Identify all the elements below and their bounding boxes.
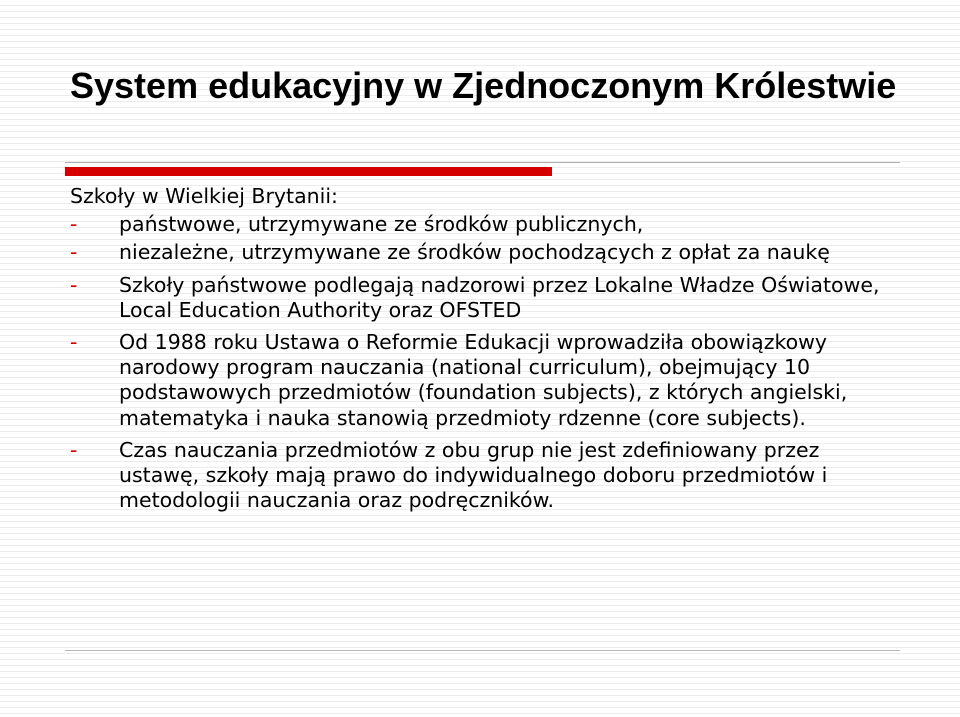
bullet-item (70, 212, 890, 237)
bullet-text: Szkoły państwowe podlegają nadzorowi przez Lokalne Władze Oświatowe, Local Education Authority oraz OFSTED (119, 272, 880, 322)
intro-text: Szkoły w Wielkiej Brytanii: (70, 184, 338, 208)
bullet-text: państwowe, utrzymywane ze środków publicznych, (119, 212, 644, 237)
bullet-marker: - (70, 240, 78, 265)
bullet-marker: - (70, 330, 78, 355)
bullet-marker: - (70, 272, 78, 297)
bullet-item (70, 240, 890, 265)
bullet-item (70, 273, 890, 323)
bullet-item (70, 438, 890, 514)
footer-divider (65, 650, 900, 651)
slide-title: System edukacyjny w Zjednoczonym Królestwie (70, 65, 897, 106)
bullet-item (70, 330, 890, 431)
bullet-marker: - (70, 437, 78, 462)
bullet-marker: - (70, 212, 78, 237)
title-divider-accent (65, 167, 552, 176)
bullet-text: Czas nauczania przedmiotów z obu grup nie jest zdefiniowany przez ustawę, szkoły mają prawo do indywidualnego doboru przedmiotów i metodologii nauczania oraz podręczników. (119, 437, 828, 513)
slide-body (70, 184, 890, 520)
bullet-text: niezależne, utrzymywane ze środków pochodzących z opłat za naukę (119, 240, 830, 265)
bullet-text: Od 1988 roku Ustawa o Reformie Edukacji wprowadziła obowiązkowy narodowy program nauczania (national curriculum), obejmujący 10 podstawowych przedmiotów (foundation subjects), z których angielski, matematyka i nauka stanowią przedmioty rdzenne (core subjects). (119, 330, 848, 430)
title-divider-thin (65, 162, 900, 163)
bullet-list (70, 212, 890, 513)
